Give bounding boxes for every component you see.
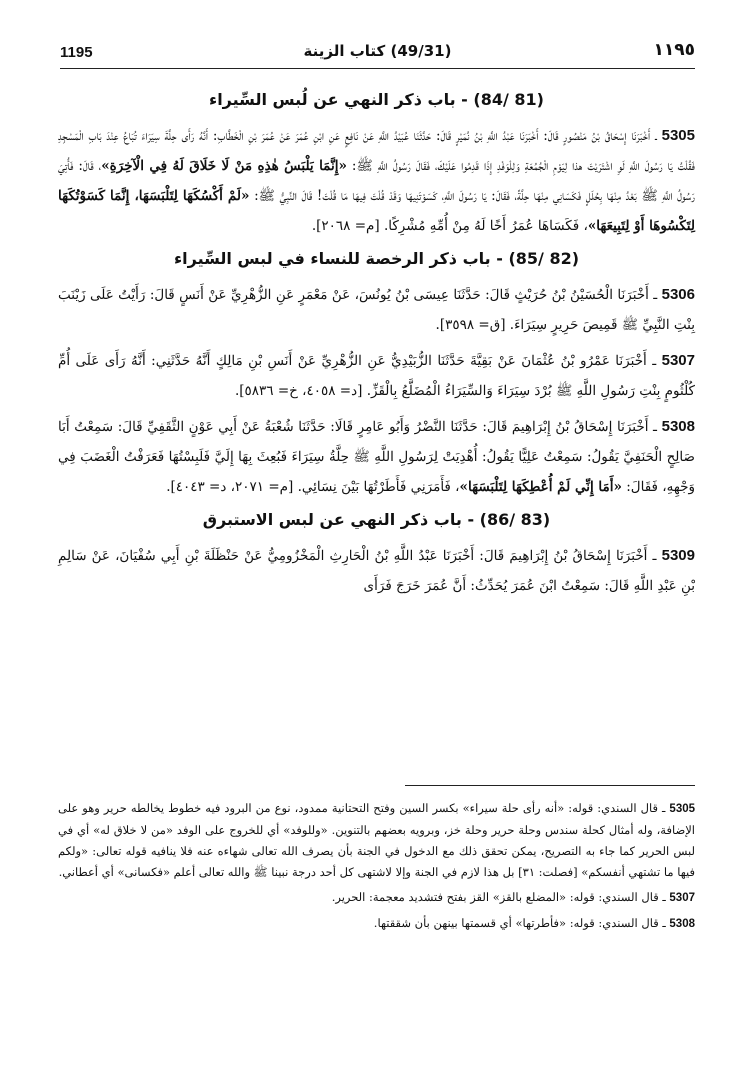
hadith-5306 xyxy=(58,280,695,340)
hadith-quote: «إِنَّمَا يَلْبَسُ هٰذِهِ مَنْ لَا خَلَاقَ لَهُ فِي الْآخِرَةِ» xyxy=(101,158,347,174)
footnote-number: 5307 xyxy=(669,892,695,904)
hadith-5308 xyxy=(58,412,695,502)
footnote-5308 xyxy=(58,913,695,935)
footnotes xyxy=(58,785,695,939)
footnote-5307 xyxy=(58,887,695,909)
page-number-arabic: ١١٩٥ xyxy=(653,40,695,60)
page-header xyxy=(60,38,695,69)
footnote-number: 5308 xyxy=(669,918,695,930)
hadith-5305 xyxy=(58,121,695,241)
hadith-text: ـ أَخْبَرَنَا إِسْحَاقُ بْنُ مَنْصُورٍ قَالَ: أَخْبَرَنَا عَبْدُ اللَّهِ بْنُ نُمَيْرٍ قَالَ: حَدَّثَنَا عُبَيْدُ اللَّهِ عَنْ نَافِعٍ عَنِ ابْنِ عُمَرَ عَنْ عُمَرَ بْنِ الْخَطَّابِ: أَنَّهُ رَأَى حِلَّةَ سِيَرَاءَ تُبَاعُ عِنْدَ بَابِ الْمَسْجِدِ فَقُلْتُ يَا رَسُولَ اللَّهِ لَوِ اشْتَرَيْتَ هذا لِيَوْمِ الْجُمُعَةِ وَلِلْوَفْدِ إِذَا قَدِمُوا عَلَيْكَ، فَقَالَ رَسُولُ اللَّهِ ﷺ: xyxy=(58,128,695,174)
footnote-number: 5305 xyxy=(669,803,696,815)
hadith-reference: [د= ٤٠٥٨، خ= ٥٨٣٦]. xyxy=(234,383,363,399)
chapter-title: (83 /86) - باب ذكر النهي عن لبس الاستبرق xyxy=(202,510,551,529)
hadith-quote: «لَمْ أَكْسُكَهَا لِتَلْبَسَهَا، إِنَّمَا كَسَوْتُكَهَا لِتَكْسُوهَا أَوْ لِتَبِيعَهَا» xyxy=(58,188,695,234)
hadith-reference: [م= ٢٠٦٨]. xyxy=(311,218,380,234)
chapter-title: (82 /85) - باب ذكر الرخصة للنساء في لبس السِّيراء xyxy=(173,249,580,268)
hadith-text: ـ أَخْبَرَنَا إِسْحَاقُ بْنُ إِبْرَاهِيمَ قَالَ: أَخْبَرَنَا عَبْدُ اللَّهِ بْنُ الْحَارِثِ الْمَخْزُومِيُّ عَنْ حَنْظَلَةَ بْنِ أَبِي سُفْيَانَ، عَنْ سَالِمِ بْنِ عَبْدِ اللَّهِ قَالَ: سَمِعْتُ ابْنَ عُمَرَ يُحَدِّثُ: أَنَّ عُمَرَ خَرَجَ فَرَأَى xyxy=(58,548,695,594)
hadith-number: 5308 xyxy=(661,418,695,435)
hadith-text: ـ أَخْبَرَنَا إِسْحَاقُ بْنُ إِبْرَاهِيمَ قَالَ: حَدَّثَنَا النَّضْرُ وَأَبُو عَامِرٍ قَالَا: حَدَّثَنَا شُعْبَةُ عَنْ أَبِي عَوْنٍ الثَّقَفِيِّ قَالَ: سَمِعْتُ أَبَا صَالِحٍ الْحَنَفِيَّ يَقُولُ: سَمِعْتُ عَلِيًّا يَقُولُ: أُهْدِيَتْ لِرَسُولِ اللَّهِ ﷺ حِلَّةُ سِيَرَاءَ فَبُعِثَ بِهَا إِلَيَّ فَلَبِسْتُهَا فَعَرَفْتُ الْغَضَبَ فِي وَجْهِهِ، فَقَالَ: xyxy=(58,419,695,495)
hadith-number: 5306 xyxy=(661,286,695,303)
running-title: (49/31) كتاب الزينة xyxy=(303,42,452,60)
main-text xyxy=(58,82,695,607)
hadith-text: ، فَأَمَرَنِي فَأَطَرْتُهَا بَيْنَ نِسَائِي. xyxy=(297,479,460,495)
hadith-quote: «أَمَا إِنِّي لَمْ أُعْطِكَهَا لِتَلْبَسَهَا» xyxy=(459,479,622,495)
hadith-reference: [م= ٢٠٧١، د= ٤٠٤٣]. xyxy=(166,479,294,495)
footnote-text: ـ قال السندي: قوله: «أنه رأى حلة سيراء» بكسر السين وفتح التحتانية ممدود، نوع من البرود فيه خطوط يخالطه حرير وهو على الإضافة، وله أمثال كحلة سندس وحلة حرير وحلة خز، وبرويه بعضهم بالتنوين. «وللوفد» أي للخروج على الوفد «من لا خلاق له» أي في لبس الحرير كما جاء به التصريح، يمكن تحقق ذلك مع الدخول في الجنة بأن يصرف الله تعالى شهاءه عنه فلا ينافيه قوله تعالى: «ولكم فيها ما تشتهي أنفسكم» [فصلت: ٣١] بل هذا لازم في الجنة وإلا لاشتهى كل أحد درجة نبينا ﷺ والله تعالى أعلم «فكسانى» أي أعطاني. xyxy=(58,801,695,879)
hadith-5307 xyxy=(58,346,695,406)
footnote-text: ـ قال السندي: قوله: «فأطرتها» أي قسمتها بينهن بأن شققتها. xyxy=(373,916,666,930)
hadith-number: 5305 xyxy=(661,127,695,144)
hadith-5309 xyxy=(58,541,695,601)
hadith-text: ، فَكَسَاهَا عُمَرُ أَخًا لَهُ مِنْ أُمِّهِ مُشْرِكًا. xyxy=(383,218,588,234)
hadith-number: 5307 xyxy=(661,352,695,369)
hadith-reference: [ق= ٣٥٩٨]. xyxy=(435,317,506,333)
page-number-latin: 1195 xyxy=(60,44,93,61)
hadith-number: 5309 xyxy=(661,547,695,564)
hadith-text: ـ أَخْبَرَنَا الْحُسَيْنُ بْنُ حُرَيْثٍ قَالَ: حَدَّثَنَا عِيسَى بْنُ يُونُسَ، عَنْ مَعْمَرٍ عَنِ الزُّهْرِيِّ عَنْ أَنَسٍ قَالَ: رَأَيْتُ عَلَى زَيْنَبَ بِنْتِ النَّبِيِّ ﷺ قَمِيصَ حَرِيرٍ سِيَرَاءَ. xyxy=(58,287,695,333)
footnote-divider xyxy=(405,785,695,786)
hadith-text: ، قَالَ: فَأُتِيَ رَسُولُ اللَّهِ ﷺ بَعْدُ مِنْهَا بِحُلَلٍ فَكَسَانِي مِنْهَا حِلَّةً، فَقَالَ: يَا رَسُولَ اللَّهِ، كَسَوْتَنِيهَا وَقَدْ قُلْتَ فِيهَا مَا قُلْتَ! قَالَ النَّبِيُّ ﷺ: xyxy=(58,158,696,204)
footnote-5305 xyxy=(58,798,695,883)
footnote-text: ـ قال السندي: قوله: «المضلع بالقز» القز بفتح فتشديد معجمة: الحرير. xyxy=(331,890,666,904)
hadith-text: ـ أَخْبَرَنَا عَمْرُو بْنُ عُثْمَانَ عَنْ بَقِيَّةَ حَدَّثَنَا الزُّبَيْدِيُّ عَنِ الزُّهْرِيِّ عَنْ أَنَسِ بْنِ مَالِكٍ أَنَّهُ حَدَّثَنِي: أَنَّهُ رَأَى عَلَى أُمِّ كُلْثُومٍ بِنْتِ رَسُولِ اللَّهِ ﷺ بُرْدَ سِيَرَاءَ وَالسِّيَرَاءُ الْمُضَلَّعُ بِالْقَزِّ. xyxy=(58,353,695,399)
chapter-title: (81 /84) - باب ذكر النهي عن لُبس السِّيراء xyxy=(209,90,544,109)
